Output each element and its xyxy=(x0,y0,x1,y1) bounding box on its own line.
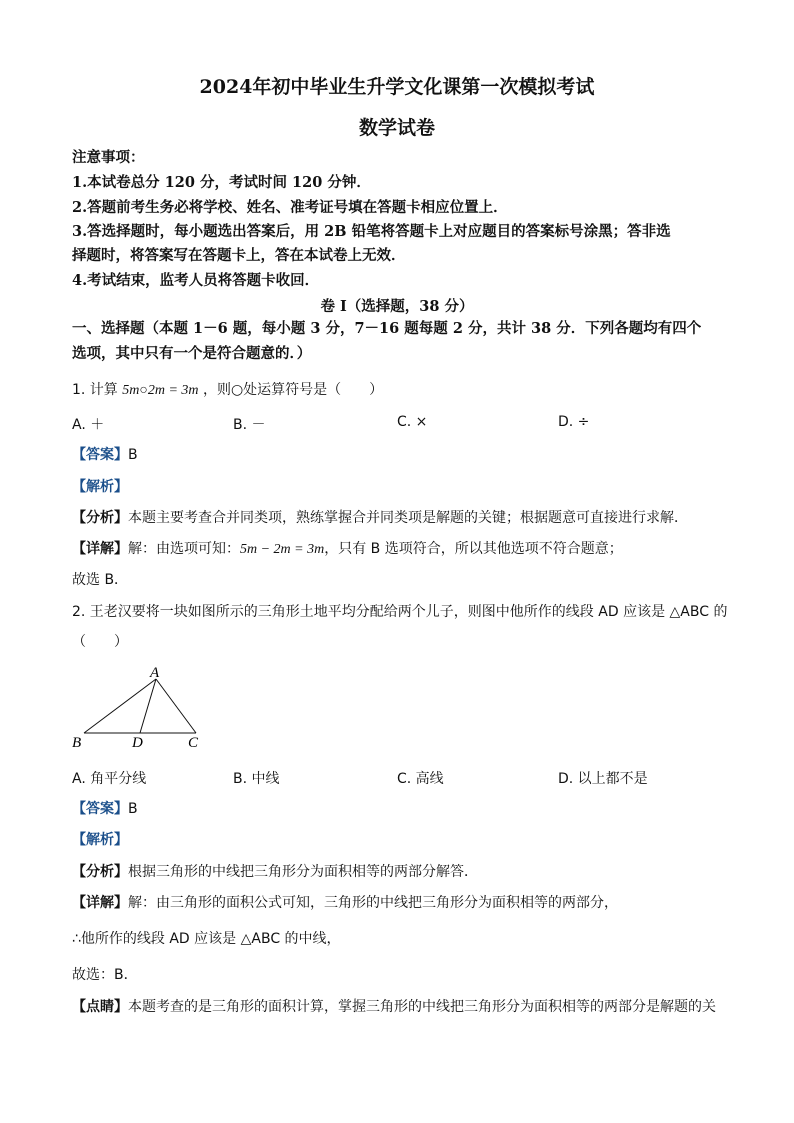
q2-dianjing-tag: 【点睛】 xyxy=(72,999,128,1015)
q2-analysis-line xyxy=(72,830,128,850)
vertex-c-label: C xyxy=(188,735,199,751)
q2-dianjing-line xyxy=(72,997,716,1017)
q2-option-b: B. 中线 xyxy=(233,771,280,787)
q2-xiangjie-tag: 【详解】 xyxy=(72,895,128,911)
q1-answer-line xyxy=(72,445,138,465)
q2-xiangjie-line xyxy=(72,893,618,913)
q1-answer: B xyxy=(128,447,138,463)
q1-option-a: A. ＋ xyxy=(72,417,105,433)
side-ab xyxy=(84,679,156,733)
q1-fenxi-tag: 【分析】 xyxy=(72,510,128,526)
q1-suffix: ，则○处运算符号是（ ） xyxy=(202,382,384,398)
section-intro-line1: 一、选择题（本题 1－6 题，每小题 3 分，7－16 题每题 2 分，共计 38 分．下列各题均有四个 xyxy=(72,320,702,337)
q2-fenxi-line xyxy=(72,862,478,882)
q1-analysis-tag: 【解析】 xyxy=(72,479,128,495)
q2-stem-line1: 2. 王老汉要将一块如图所示的三角形土地平均分配给两个儿子，则图中他所作的线段 AD 应该是 △ABC 的 xyxy=(72,604,728,620)
q1-xiangjie-tag: 【详解】 xyxy=(72,541,128,557)
q2-fenxi: 根据三角形的中线把三角形分为面积相等的两部分解答． xyxy=(128,864,478,880)
q1-fenxi-line xyxy=(72,508,688,528)
q1-xiangjie-pre: 解：由选项可知： xyxy=(128,541,240,557)
exam-title: 2024年初中毕业生升学文化课第一次模拟考试 xyxy=(199,76,595,98)
q2-answer-line xyxy=(72,799,138,819)
q2-option-d: D. 以上都不是 xyxy=(558,771,648,787)
q1-stem xyxy=(72,380,383,401)
segment-ad xyxy=(140,679,156,733)
vertex-a-label: A xyxy=(150,665,160,681)
notice-item-4: 4.考试结束，监考人员将答题卡收回． xyxy=(72,272,320,289)
q2-therefore: ∴他所作的线段 AD 应该是 △ABC 的中线， xyxy=(72,931,341,947)
vertex-b-label: B xyxy=(72,735,82,751)
q2-triangle-figure xyxy=(66,660,216,755)
q2-xiangjie: 解：由三角形的面积公式可知，三角形的中线把三角形分为面积相等的两部分， xyxy=(128,895,618,911)
notice-item-3: 3.答选择题时，每小题选出答案后，用 2B 铅笔将答题卡上对应题目的答案标号涂黑；答非选 xyxy=(72,223,671,240)
notice-heading: 注意事项： xyxy=(72,149,145,166)
q1-option-d: D. ÷ xyxy=(558,414,590,430)
exam-subtitle: 数学试卷 xyxy=(358,117,435,139)
notice-item-1: 1.本试卷总分 120 分，考试时间 120 分钟． xyxy=(72,174,371,191)
q1-option-c: C. × xyxy=(397,414,428,430)
section-title: 卷 I（选择题，38 分） xyxy=(320,298,474,315)
q2-option-a: A. 角平分线 xyxy=(72,771,147,787)
q2-analysis-tag: 【解析】 xyxy=(72,832,128,848)
q2-option-c: C. 高线 xyxy=(397,771,444,787)
q2-answer-tag: 【答案】 xyxy=(72,801,128,817)
q1-expression: 5m○2m = 3m xyxy=(122,383,199,398)
q1-xiangjie-expr: 5m − 2m = 3m xyxy=(240,542,325,557)
q1-answer-tag: 【答案】 xyxy=(72,447,128,463)
q2-stem-line2: （ ） xyxy=(72,634,128,650)
q1-xiangjie-post: ，只有 B 选项符合，所以其他选项不符合题意； xyxy=(324,541,623,557)
point-d-label: D xyxy=(132,735,143,751)
q1-analysis-line xyxy=(72,477,128,497)
q2-conclusion: 故选：B． xyxy=(72,967,138,983)
q1-fenxi: 本题主要考查合并同类项，熟练掌握合并同类项是解题的关键；根据题意可直接进行求解． xyxy=(128,510,688,526)
side-ac xyxy=(156,679,196,733)
notice-item-2: 2.答题前考生务必将学校、姓名、准考证号填在答题卡相应位置上． xyxy=(72,199,508,216)
q2-dianjing: 本题考查的是三角形的面积计算，掌握三角形的中线把三角形分为面积相等的两部分是解题的关 xyxy=(128,999,716,1015)
q1-prefix: 1. 计算 xyxy=(72,382,118,398)
q1-xiangjie-line xyxy=(72,539,623,560)
q1-conclusion: 故选 B． xyxy=(72,572,129,588)
notice-item-3-cont: 择题时，将答案写在答题卡上，答在本试卷上无效． xyxy=(72,247,406,264)
q2-fenxi-tag: 【分析】 xyxy=(72,864,128,880)
q1-option-b: B. － xyxy=(233,417,266,433)
q2-answer: B xyxy=(128,801,138,817)
section-intro-line2: 选项，其中只有一个是符合题意的．） xyxy=(72,345,312,362)
